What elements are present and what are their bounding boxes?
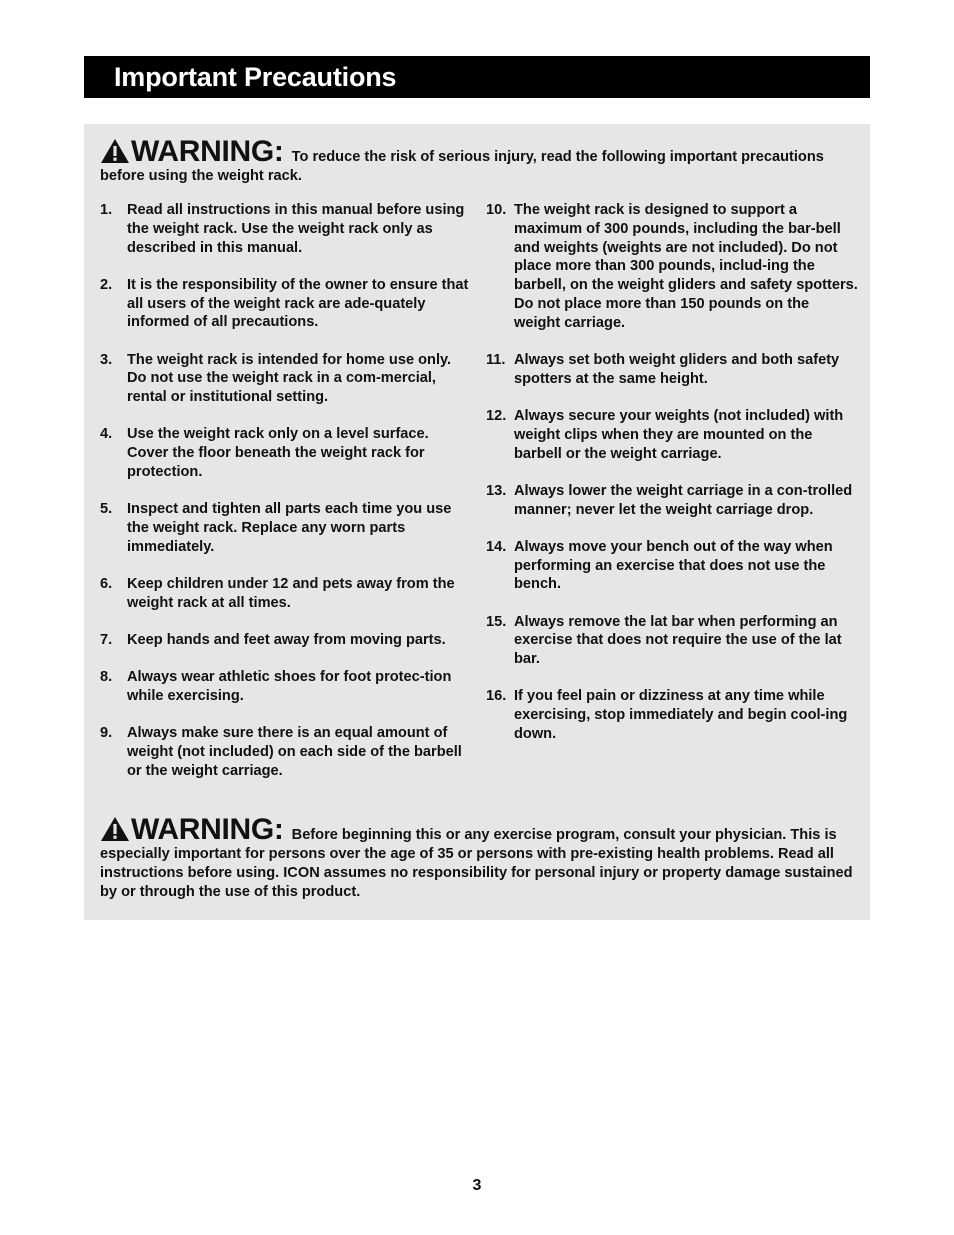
page-number: 3	[472, 1177, 482, 1194]
precaution-number: 13.	[486, 482, 507, 499]
precaution-number: 7.	[100, 631, 113, 648]
precaution-number: 12.	[486, 407, 507, 424]
warning-bottom	[100, 813, 856, 902]
precaution-text: The weight rack is designed to support a maximum of 300 pounds, including the bar-bell and weights (weights are not included). Do not place more than 300 pounds, includ-ing the barbell, on the weight gliders and safety spotters. Do not place more than 150 pounds on the weight carriage.	[514, 202, 858, 331]
warning-top	[100, 135, 856, 186]
precaution-number: 3.	[100, 351, 113, 368]
precaution-item	[100, 631, 470, 650]
precaution-item	[100, 425, 470, 481]
precaution-number: 8.	[100, 669, 113, 686]
precaution-text: Always set both weight gliders and both safety spotters at the same height.	[514, 351, 840, 387]
precaution-item	[486, 201, 858, 333]
precaution-text: If you feel pain or dizziness at any time while exercising, stop immediately and begin cool-ing down.	[514, 688, 848, 742]
warning-triangle-icon	[100, 138, 130, 164]
precaution-item	[486, 687, 858, 743]
precaution-number: 16.	[486, 688, 507, 705]
precaution-number: 4.	[100, 426, 113, 443]
warning-bottom-text: Before beginning this or any exercise program, consult your physician. This is especially important for persons over the age of 35 or persons with pre-existing health problems. Read all instructions before using. ICON assumes no responsibility for personal injury or property damage sustained by or through the use of this product.	[100, 827, 853, 900]
precaution-number: 1.	[100, 202, 113, 218]
precaution-item	[100, 201, 470, 257]
precaution-text: Keep children under 12 and pets away from the weight rack at all times.	[127, 575, 455, 611]
title-bar	[84, 56, 870, 98]
precaution-text: Use the weight rack only on a level surface. Cover the floor beneath the weight rack for protection.	[127, 426, 429, 480]
precaution-item	[486, 538, 858, 594]
precautions-list-right	[486, 201, 858, 762]
precaution-number: 10.	[486, 202, 507, 218]
precaution-item	[486, 351, 858, 389]
precaution-text: Read all instructions in this manual before using the weight rack. Use the weight rack only as described in this manual.	[127, 202, 465, 256]
precaution-item	[486, 482, 858, 520]
warning-top-text: To reduce the risk of serious injury, read the following important precautions before using the weight rack.	[100, 149, 824, 184]
precaution-item	[100, 724, 470, 780]
precaution-item	[100, 575, 470, 613]
precaution-item	[100, 668, 470, 706]
precaution-item	[100, 351, 470, 407]
precaution-text: Keep hands and feet away from moving parts.	[127, 631, 446, 648]
precaution-number: 5.	[100, 501, 113, 518]
precaution-item	[486, 613, 858, 669]
precaution-item	[486, 407, 858, 463]
warning-top-label: WARNING:	[131, 135, 284, 168]
warning-top-heading	[100, 135, 288, 168]
precaution-item	[100, 276, 470, 332]
precautions-list-left	[100, 201, 470, 799]
precaution-text: Always move your bench out of the way when performing an exercise that does not use the bench.	[514, 538, 833, 593]
precaution-text: It is the responsibility of the owner to ensure that all users of the weight rack are ade-quately informed of all precautions.	[127, 276, 469, 331]
precaution-item	[100, 500, 470, 556]
precaution-number: 15.	[486, 613, 507, 630]
precaution-text: Always wear athletic shoes for foot protec-tion while exercising.	[127, 669, 452, 704]
precaution-number: 14.	[486, 538, 507, 555]
precaution-number: 9.	[100, 725, 113, 742]
precaution-text: Always remove the lat bar when performing an exercise that does not require the use of the lat bar.	[514, 613, 842, 668]
precautions-panel	[84, 124, 870, 920]
warning-triangle-icon	[100, 816, 130, 842]
precaution-text: Always make sure there is an equal amount of weight (not included) on each side of the barbell or the weight carriage.	[127, 725, 462, 779]
warning-bottom-label: WARNING:	[131, 813, 284, 846]
precaution-text: Always secure your weights (not included) with weight clips when they are mounted on the barbell or the weight carriage.	[514, 407, 844, 462]
precaution-text: Always lower the weight carriage in a con-trolled manner; never let the weight carriage drop.	[514, 482, 853, 518]
warning-bottom-heading	[100, 813, 288, 846]
precaution-text: The weight rack is intended for home use only. Do not use the weight rack in a com-mercial, rental or institutional setting.	[127, 351, 452, 406]
precaution-number: 6.	[100, 575, 113, 592]
page-title: Important Precautions	[114, 62, 397, 92]
precaution-number: 11.	[486, 351, 506, 368]
precaution-text: Inspect and tighten all parts each time you use the weight rack. Replace any worn parts immediately.	[127, 501, 452, 555]
precaution-number: 2.	[100, 276, 113, 293]
